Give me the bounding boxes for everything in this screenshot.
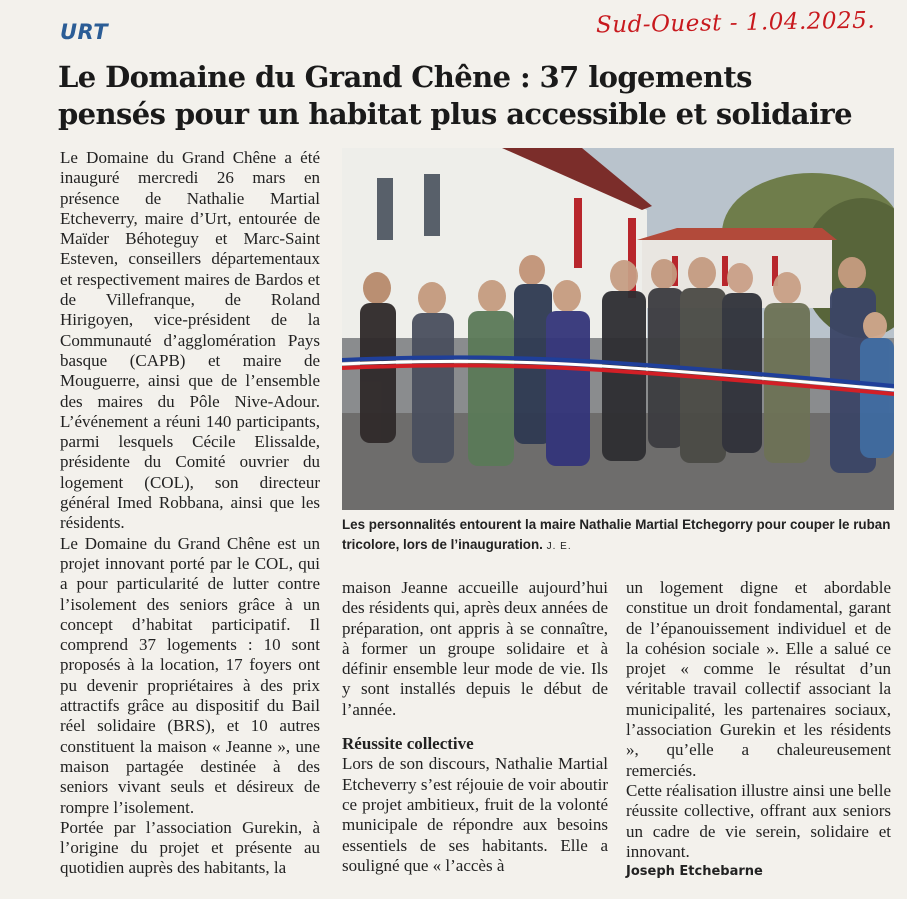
paragraph: Lors de son discours, Nathalie Martial Etcheverry s’est réjouie de voir aboutir ce projet ambitieux, fruit de la volonté municipale de répondre aux besoins essentiels de ses habitants. Elle a souligné que « l’accès à bbox=[342, 754, 608, 875]
article-column-2 bbox=[342, 578, 608, 876]
handwritten-source-note: Sud-Ouest - 1.04.2025. bbox=[595, 7, 876, 39]
paragraph: maison Jeanne accueille aujourd’hui des résidents qui, après deux années de préparation, ont appris à se connaître, à former un groupe solidaire et à définir ensemble leur mode de vie. Ils y sont installés depuis le début de l’année. bbox=[342, 578, 608, 719]
photo-caption bbox=[342, 515, 894, 557]
article-headline bbox=[58, 59, 898, 133]
headline-line-1: Le Domaine du Grand Chêne : 37 logements bbox=[58, 60, 752, 94]
article-column-3 bbox=[626, 578, 891, 882]
headline-line-2: pensés pour un habitat plus accessible et solidaire bbox=[58, 97, 852, 131]
subheading: Réussite collective bbox=[342, 734, 474, 754]
paragraph: Le Domaine du Grand Chêne est un projet innovant porté par le COL, qui a pour particularité de lutter contre l’isolement des seniors grâce à un concept d’habitat participatif. Il comprend 37 logements : 10 sont proposés à la location, 17 foyers ont pu devenir propriétaires à des prix attractifs grâce au dispositif du Bail réel solidaire (BRS), et 10 autres constituent la maison « Jeanne », une maison partagée destinée à des seniors vivant seuls et désireux de rompre l’isolement. bbox=[60, 533, 320, 817]
caption-text: Les personnalités entourent la maire Nathalie Martial Etchegorry pour couper le ruban tricolore, lors de l’inauguration. bbox=[342, 517, 891, 552]
paragraph: Cette réalisation illustre ainsi une belle réussite collective, offrant aux seniors un cadre de vie serein, solidaire et innovant. bbox=[626, 780, 891, 861]
photo-credit: J. E. bbox=[546, 541, 572, 552]
paragraph: Le Domaine du Grand Chêne a été inauguré mercredi 26 mars en présence de Nathalie Martial Etcheverry, maire d’Urt, entourée de Maïder Béhoteguy et Marc-Saint Esteven, conseillers départementaux et respectivement maires de Bardos et de Villefranque, de Roland Hirigoyen, vice-président de la Communauté d’agglomération Pays basque (CAPB) et maire de Mouguerre, ainsi que de l’ensemble des maires du Pôle Nive-Adour. L’événement a réuni 140 participants, parmi lesquels Cécile Elissalde, présidente du Comité ouvrier du logement (COL), son directeur général Imed Robbana, ainsi que les résidents. bbox=[60, 148, 320, 533]
paragraph: un logement digne et abordable constitue un droit fondamental, garant de l’épanouissement individuel et de la cohésion sociale ». Elle a salué ce projet « comme le résultat d’un véritable travail collectif associant la municipalité, les partenaires sociaux, l’association Gurekin et les résidents », qu’elle a chaleureusement remerciés. bbox=[626, 578, 891, 780]
photo-illustration bbox=[342, 148, 894, 510]
paragraph: Portée par l’association Gurekin, à l’origine du projet et présente au quotidien auprès des habitants, la bbox=[60, 817, 320, 878]
inauguration-photo bbox=[342, 148, 894, 510]
section-rubric: URT bbox=[60, 20, 109, 44]
article-column-1 bbox=[60, 148, 320, 879]
author-signature: Joseph Etchebarne bbox=[626, 864, 763, 880]
